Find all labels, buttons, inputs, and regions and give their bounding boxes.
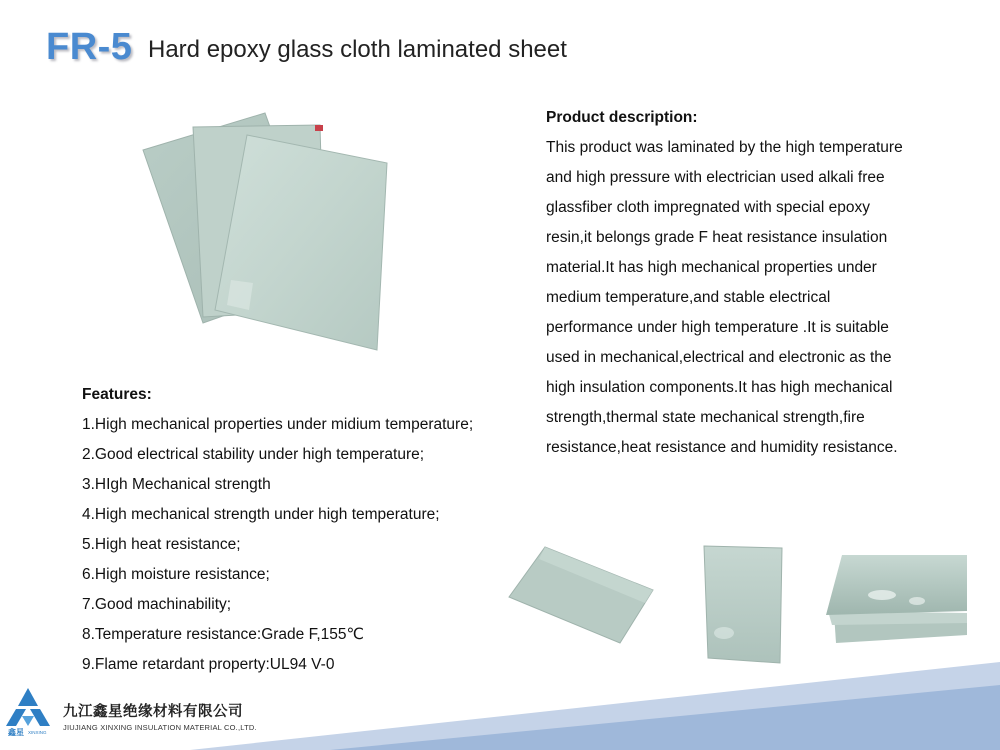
feature-item: 6.High moisture resistance; — [82, 566, 270, 583]
feature-item: 5.High heat resistance; — [82, 536, 241, 553]
company-name-cn: 九江鑫星绝缘材料有限公司 — [63, 704, 243, 720]
sheet-photo-stack — [822, 553, 967, 648]
logo-text: 鑫星 — [8, 728, 24, 736]
features-heading: Features: — [82, 386, 152, 403]
description-heading: Product description: — [546, 109, 698, 126]
product-sheets-image — [135, 105, 405, 355]
features-section — [82, 380, 522, 680]
description-text: This product was laminated by the high temperature and high pressure with electrician used alkali free glassfiber cloth impregnated with special epoxy resin,it belongs grade F heat resistance insulation material.It has high mechanical properties under medium temperature,and stable electrical performance under high temperature .It is suitable used in mechanical,electrical and electronic as the high insulation components.It has high mechanical strength,thermal state mechanical strength,fire resistance,heat resistance and humidity resistance. — [546, 139, 903, 456]
feature-item: 4.High mechanical strength under high temperature; — [82, 506, 440, 523]
logo-subtext: XINXING — [28, 730, 47, 735]
sheet-front — [215, 135, 387, 350]
company-logo — [2, 686, 54, 736]
sheet-photo-angled — [505, 545, 655, 645]
product-description — [546, 103, 906, 463]
feature-item: 7.Good machinability; — [82, 596, 232, 613]
feature-item: 9.Flame retardant property:UL94 V-0 — [82, 656, 335, 673]
feature-item: 2.Good electrical stability under high temperature; — [82, 446, 425, 463]
sheet-photo-flat — [702, 545, 787, 665]
company-name-en: JIUJIANG XINXING INSULATION MATERIAL CO.,LTD. — [63, 723, 257, 732]
features-list — [82, 410, 522, 680]
feature-item: 3.HIgh Mechanical strength — [82, 476, 271, 493]
product-code: FR-5 — [46, 26, 133, 68]
page-title: Hard epoxy glass cloth laminated sheet — [148, 36, 567, 63]
feature-item: 8.Temperature resistance:Grade F,155℃ — [82, 626, 364, 643]
feature-item: 1.High mechanical properties under midium temperature; — [82, 416, 474, 433]
